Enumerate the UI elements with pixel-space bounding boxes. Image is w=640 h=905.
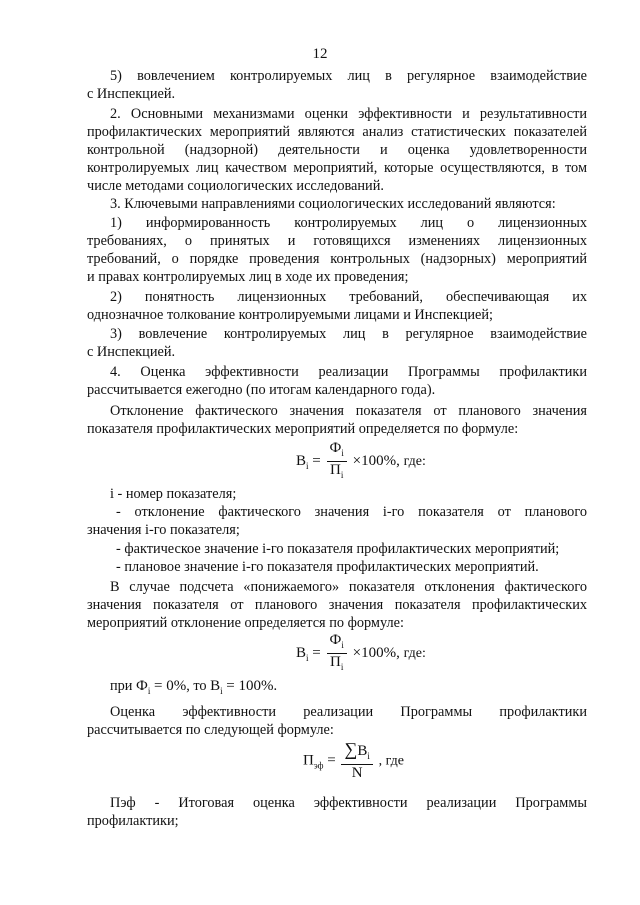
text-line: контролируемых лиц качеством мероприятий, которые осуществляются, в том bbox=[87, 160, 587, 176]
text-line: 4. Оценка эффективности реализации Программы профилактики bbox=[110, 364, 587, 380]
text-line: i - номер показателя; bbox=[110, 486, 237, 502]
fraction: $\frac{\sum B_i}{N}$ bbox=[341, 741, 372, 781]
text-line: 3) вовлечение контролируемых лиц в регулярное взаимодействие bbox=[110, 326, 587, 342]
text-line: требований, о порядке проведения контрольных (надзорных) мероприятий bbox=[87, 251, 587, 267]
text-line: Отклонение фактического значения показателя от планового значения bbox=[110, 403, 587, 419]
text-line: и правах контролируемых лиц в ходе их проведения; bbox=[87, 269, 409, 285]
text-line: требованиях, о принятых и готовящихся изменениях лицензионных bbox=[87, 233, 587, 249]
text-line: значения i-го показателя; bbox=[87, 522, 240, 538]
text-line: Оценка эффективности реализации Программы профилактики bbox=[110, 704, 587, 720]
fraction: $\frac{Ф_i}{П_i}$ bbox=[327, 632, 347, 675]
text-line: однозначное толкование контролируемыми лицами и Инспекцией; bbox=[87, 307, 493, 323]
formula-deviation-decreasing: $B_i$ = $\frac{Ф_i}{П_i}$ ×100%, где: bbox=[296, 632, 426, 675]
condition-line: при $Ф_i = 0\%$, то $B_i = 100\%$. bbox=[110, 678, 278, 696]
text-line: профилактики; bbox=[87, 813, 179, 829]
text-line: - плановое значение i-го показателя профилактических мероприятий. bbox=[116, 559, 539, 575]
text-line: - отклонение фактического значения i-го показателя от планового bbox=[116, 504, 587, 520]
text-line: 5) вовлечением контролируемых лиц в регулярное взаимодействие bbox=[110, 68, 587, 84]
text-line: мероприятий отклонение определяется по формуле: bbox=[87, 615, 404, 631]
text-line: показателя профилактических мероприятий определяется по формуле: bbox=[87, 421, 519, 437]
text-line: В случае подсчета «понижаемого» показателя отклонения фактического bbox=[110, 579, 587, 595]
text-line: значения показателя от планового значения показателя профилактических bbox=[87, 597, 587, 613]
text-line: 1) информированность контролируемых лиц о лицензионных bbox=[110, 215, 587, 231]
formula-efficiency: $П_{эф}$ = $\frac{\sum B_i}{N}$ , где bbox=[303, 739, 404, 781]
text-line: с Инспекцией. bbox=[87, 86, 176, 102]
text-line: - фактическое значение i-го показателя профилактических мероприятий; bbox=[116, 541, 560, 557]
text-line: контрольной (надзорной) деятельности и оценка удовлетворенности bbox=[87, 142, 587, 158]
text-line: рассчитывается ежегодно (по итогам календарного года). bbox=[87, 382, 436, 398]
text-line: числе методами социологических исследований. bbox=[87, 178, 384, 194]
text-line: профилактических мероприятий являются анализ статистических показателей bbox=[87, 124, 587, 140]
text-line: рассчитывается по следующей формуле: bbox=[87, 722, 334, 738]
text-line: с Инспекцией. bbox=[87, 344, 176, 360]
fraction: $\frac{Ф_i}{П_i}$ bbox=[327, 440, 347, 483]
text-line: 2. Основными механизмами оценки эффективности и результативности bbox=[110, 106, 587, 122]
text-line: 3. Ключевыми направлениями социологических исследований являются: bbox=[110, 196, 556, 212]
formula-deviation: $B_i$ = $\frac{Ф_i}{П_i}$ ×100%, где: bbox=[296, 440, 426, 483]
text-line: Пэф - Итоговая оценка эффективности реализации Программы bbox=[110, 795, 587, 811]
text-line: 2) понятность лицензионных требований, обеспечивающая их bbox=[110, 289, 587, 305]
page-number: 12 bbox=[312, 46, 328, 62]
